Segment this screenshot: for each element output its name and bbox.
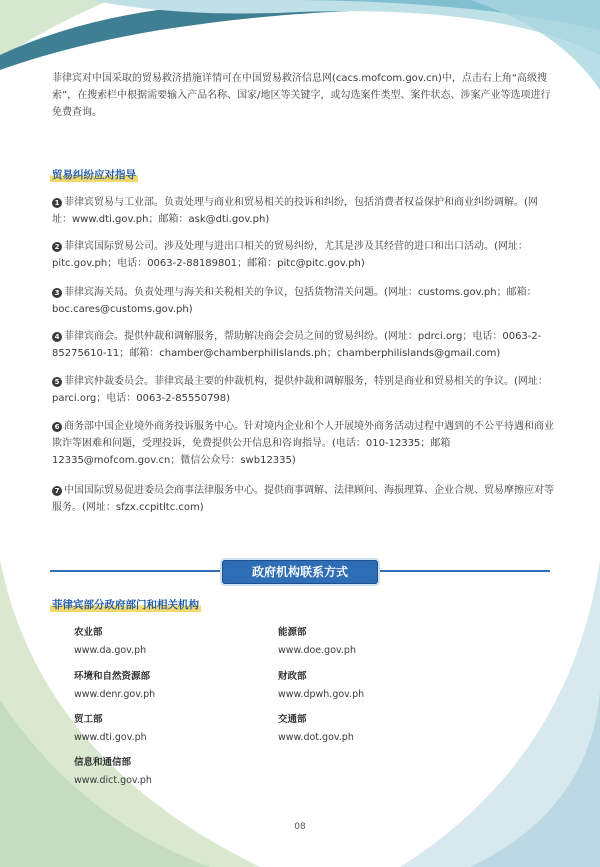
item-number-badge: 7: [52, 486, 62, 496]
trade-item-text: 菲律宾仲裁委员会。菲律宾最主要的仲裁机构，提供仲裁和调解服务，特别是商业和贸易相关的争议。(网址：parci.org；电话：0063-2-85550798): [52, 376, 548, 404]
agency-name: 能源部: [278, 627, 307, 638]
government-contacts-banner: 政府机构联系方式: [222, 560, 378, 584]
trade-item-text: 菲律宾国际贸易公司。涉及处理与进出口相关的贸易纠纷，尤其是涉及其经营的进口和出口活动。(网址：pitc.gov.ph；电话：0063-2-88189801；邮箱：pitc@pitc.gov.ph): [52, 241, 528, 269]
trade-item-text: 中国国际贸易促进委员会商事法律服务中心。提供商事调解、法律顾问、海损理算、企业合规、贸易摩擦应对等服务。(网址：sfzx.ccpitltc.com): [52, 485, 554, 513]
agency-name: 财政部: [278, 671, 307, 682]
agency-url: www.dpwh.gov.ph: [278, 689, 365, 700]
agency-name: 环境和自然资源部: [74, 671, 151, 682]
trade-item-text: 商务部中国企业境外商务投诉服务中心。针对境内企业和个人开展境外商务活动过程中遇到的不公平待遇和商业欺诈等困难和问题，受理投诉，免费提供公开信息和咨询指导。(电话：010-12335；邮箱12335@mofcom.gov.cn；微信公众号：swb12335): [52, 421, 554, 466]
trade-item: [52, 284, 554, 318]
trade-dispute-section-title: 贸易纠纷应对指导: [52, 169, 136, 181]
item-number-badge: 3: [52, 288, 62, 298]
agency-section-title: 菲律宾部分政府部门和相关机构: [52, 599, 199, 611]
agency-url: www.da.gov.ph: [74, 645, 147, 656]
trade-item-text: 菲律宾商会。提供仲裁和调解服务，帮助解决商会会员之间的贸易纠纷。(网址：pdrci.org；电话：0063-2-85275610-11；邮箱：chamber@chamberphilislands.ph；chamberphilislands@gmail.com): [52, 331, 542, 359]
agency-url: www.doe.gov.ph: [278, 645, 356, 656]
trade-item-text: 菲律宾海关局。负责处理与海关和关税相关的争议，包括货物清关问题。(网址：customs.gov.ph；邮箱：boc.cares@customs.gov.ph): [52, 287, 537, 315]
agency-entry: [74, 670, 274, 702]
agency-entry: [278, 626, 478, 658]
item-number-badge: 6: [52, 422, 62, 432]
agency-entry: [74, 756, 274, 788]
agency-url: www.dot.gov.ph: [278, 732, 354, 743]
item-number-badge: 5: [52, 377, 62, 387]
item-number-badge: 4: [52, 332, 62, 342]
agency-entry: [278, 713, 478, 745]
item-number-badge: 2: [52, 242, 62, 252]
banner-rule-left: [50, 570, 222, 572]
trade-item: [52, 194, 554, 228]
trade-item: [52, 482, 554, 516]
trade-item: [52, 418, 554, 469]
agency-name: 贸工部: [74, 714, 103, 725]
trade-item: [52, 238, 554, 272]
page-number: 08: [294, 822, 306, 832]
agency-url: www.dti.gov.ph: [74, 732, 147, 743]
item-number-badge: 1: [52, 198, 62, 208]
agency-url: www.denr.gov.ph: [74, 689, 156, 700]
agency-entry: [74, 626, 274, 658]
intro-paragraph: 菲律宾对中国采取的贸易救济措施详情可在中国贸易救济信息网(cacs.mofcom.gov.cn)中，点击右上角“高级搜索”，在搜索栏中根据需要输入产品名称、国家/地区等关键字，或勾选案件类型、案件状态、涉案产业等选项进行免费查询。: [52, 73, 551, 118]
agency-entry: [278, 670, 478, 702]
trade-item: [52, 328, 554, 362]
agency-name: 交通部: [278, 714, 307, 725]
trade-item-text: 菲律宾贸易与工业部。负责处理与商业和贸易相关的投诉和纠纷，包括消费者权益保护和商业纠纷调解。(网址：www.dti.gov.ph；邮箱：ask@dti.gov.ph): [52, 197, 538, 225]
agency-entry: [74, 713, 274, 745]
banner-rule-right: [376, 570, 550, 572]
agency-name: 农业部: [74, 627, 103, 638]
trade-item: [52, 373, 554, 407]
agency-name: 信息和通信部: [74, 757, 132, 768]
agency-url: www.dict.gov.ph: [74, 775, 152, 786]
